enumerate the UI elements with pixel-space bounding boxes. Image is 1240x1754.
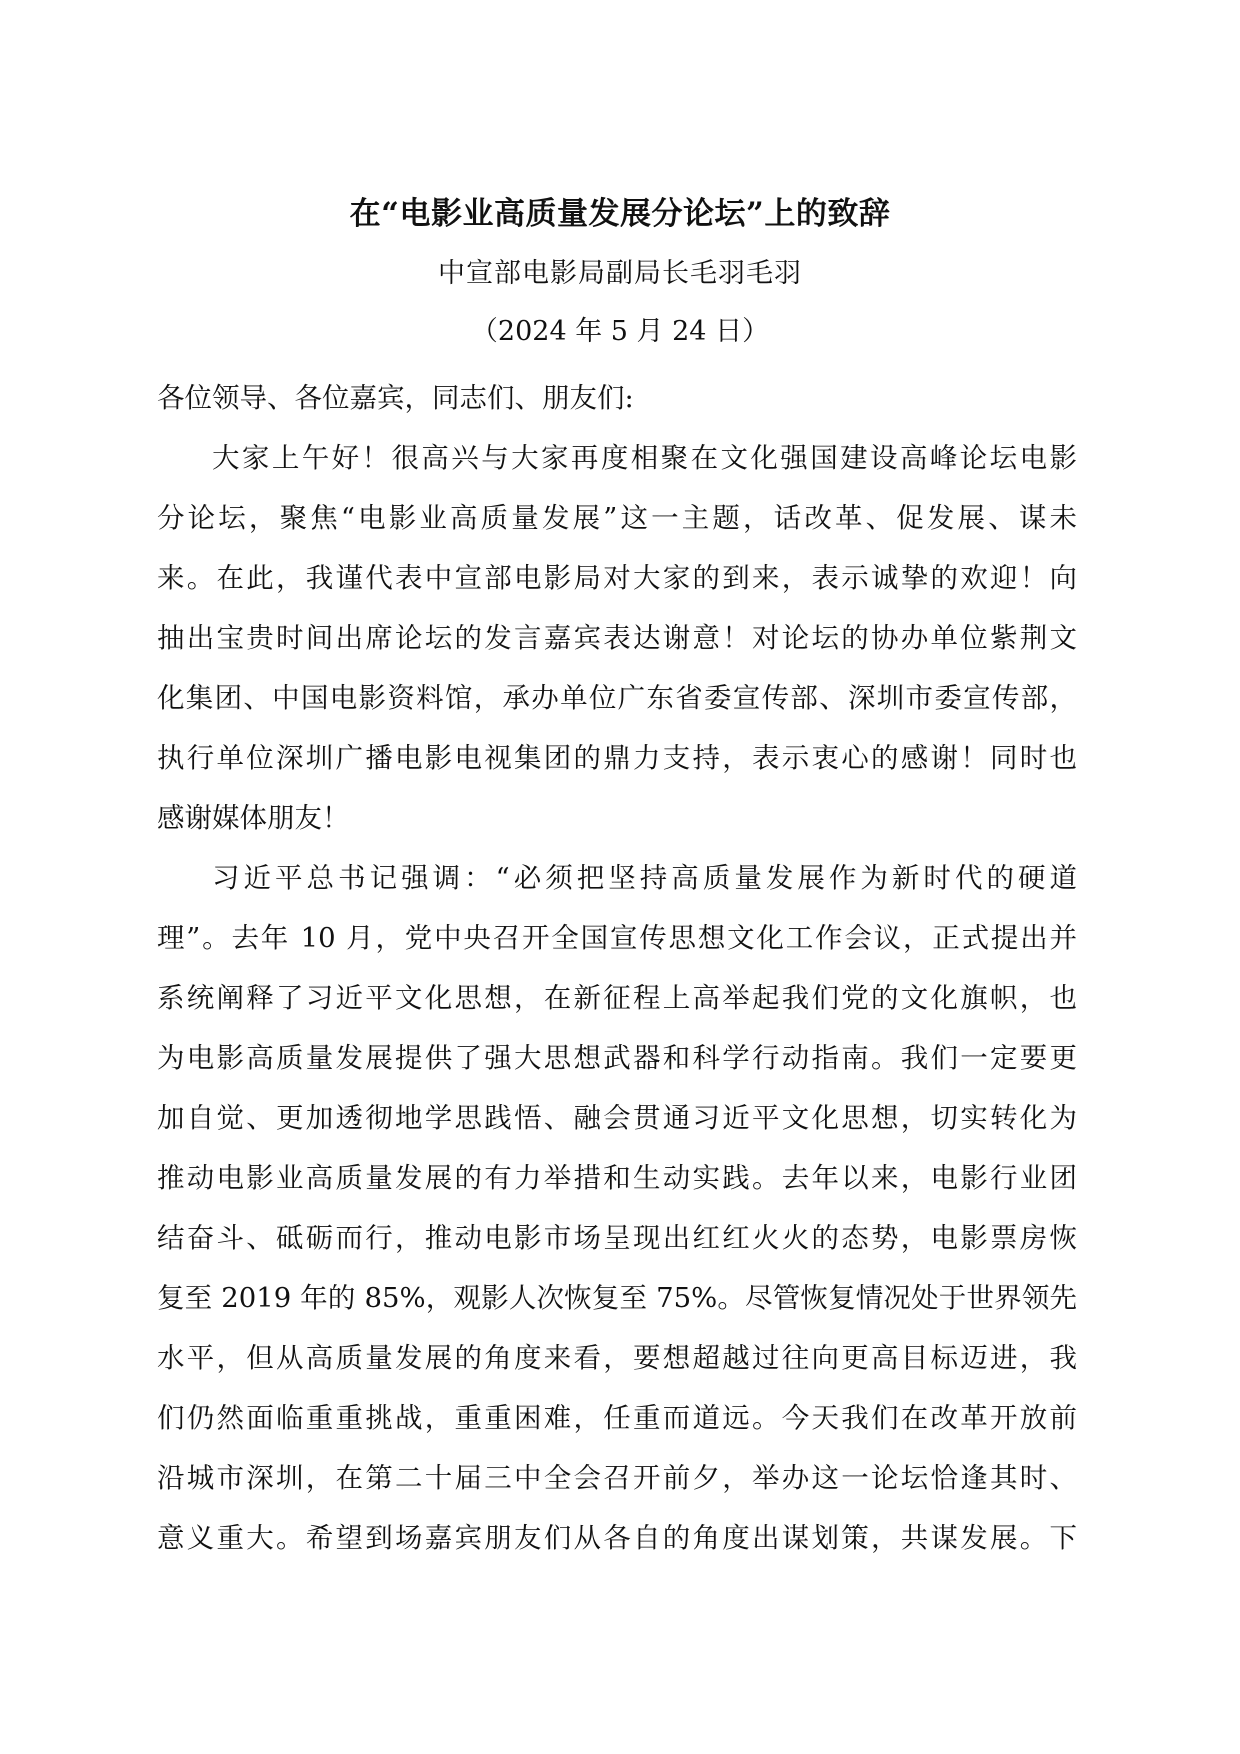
body-line: 为电影高质量发展提供了强大思想武器和科学行动指南。我们一定要更 xyxy=(157,1042,1077,1074)
body-line: 化集团、中国电影资料馆，承办单位广东省委宣传部、深圳市委宣传部， xyxy=(157,682,1077,714)
body-line: 理”。去年 10 月，党中央召开全国宣传思想文化工作会议，正式提出并 xyxy=(157,922,1077,954)
body-line: 习近平总书记强调：“必须把坚持高质量发展作为新时代的硬道 xyxy=(212,862,1077,894)
body-line: 抽出宝贵时间出席论坛的发言嘉宾表达谢意！对论坛的协办单位紫荆文 xyxy=(157,622,1077,654)
body-line: 各位领导、各位嘉宾，同志们、朋友们: xyxy=(157,382,634,414)
document-date: （2024 年 5 月 24 日） xyxy=(470,316,770,347)
body-line: 感谢媒体朋友！ xyxy=(157,802,350,834)
body-line: 执行单位深圳广播电影电视集团的鼎力支持，表示衷心的感谢！同时也 xyxy=(157,742,1077,774)
body-line: 加自觉、更加透彻地学思践悟、融会贯通习近平文化思想，切实转化为 xyxy=(157,1102,1077,1134)
body-line: 推动电影业高质量发展的有力举措和生动实践。去年以来，电影行业团 xyxy=(157,1162,1077,1194)
document-body xyxy=(157,368,1077,1568)
body-line: 意义重大。希望到场嘉宾朋友们从各自的角度出谋划策，共谋发展。下 xyxy=(157,1522,1077,1554)
body-line: 结奋斗、砥砺而行，推动电影市场呈现出红红火火的态势，电影票房恢 xyxy=(157,1222,1077,1254)
document-title: 在“电影业高质量发展分论坛”上的致辞 xyxy=(349,196,891,232)
body-line: 们仍然面临重重挑战，重重困难，任重而道远。今天我们在改革开放前 xyxy=(157,1402,1077,1434)
body-line: 来。在此，我谨代表中宣部电影局对大家的到来，表示诚挚的欢迎！向 xyxy=(157,562,1077,594)
body-line: 沿城市深圳，在第二十届三中全会召开前夕，举办这一论坛恰逢其时、 xyxy=(157,1462,1077,1494)
body-line: 系统阐释了习近平文化思想，在新征程上高举起我们党的文化旗帜，也 xyxy=(157,982,1077,1014)
body-line: 分论坛，聚焦“电影业高质量发展”这一主题，话改革、促发展、谋未 xyxy=(157,502,1077,534)
document-author: 中宣部电影局副局长毛羽毛羽 xyxy=(438,258,802,289)
body-line: 大家上午好！很高兴与大家再度相聚在文化强国建设高峰论坛电影 xyxy=(212,442,1077,474)
body-line: 水平，但从高质量发展的角度来看，要想超越过往向更高目标迈进，我 xyxy=(157,1342,1077,1374)
body-line: 复至 2019 年的 85%，观影人次恢复至 75%。尽管恢复情况处于世界领先 xyxy=(157,1282,1077,1314)
